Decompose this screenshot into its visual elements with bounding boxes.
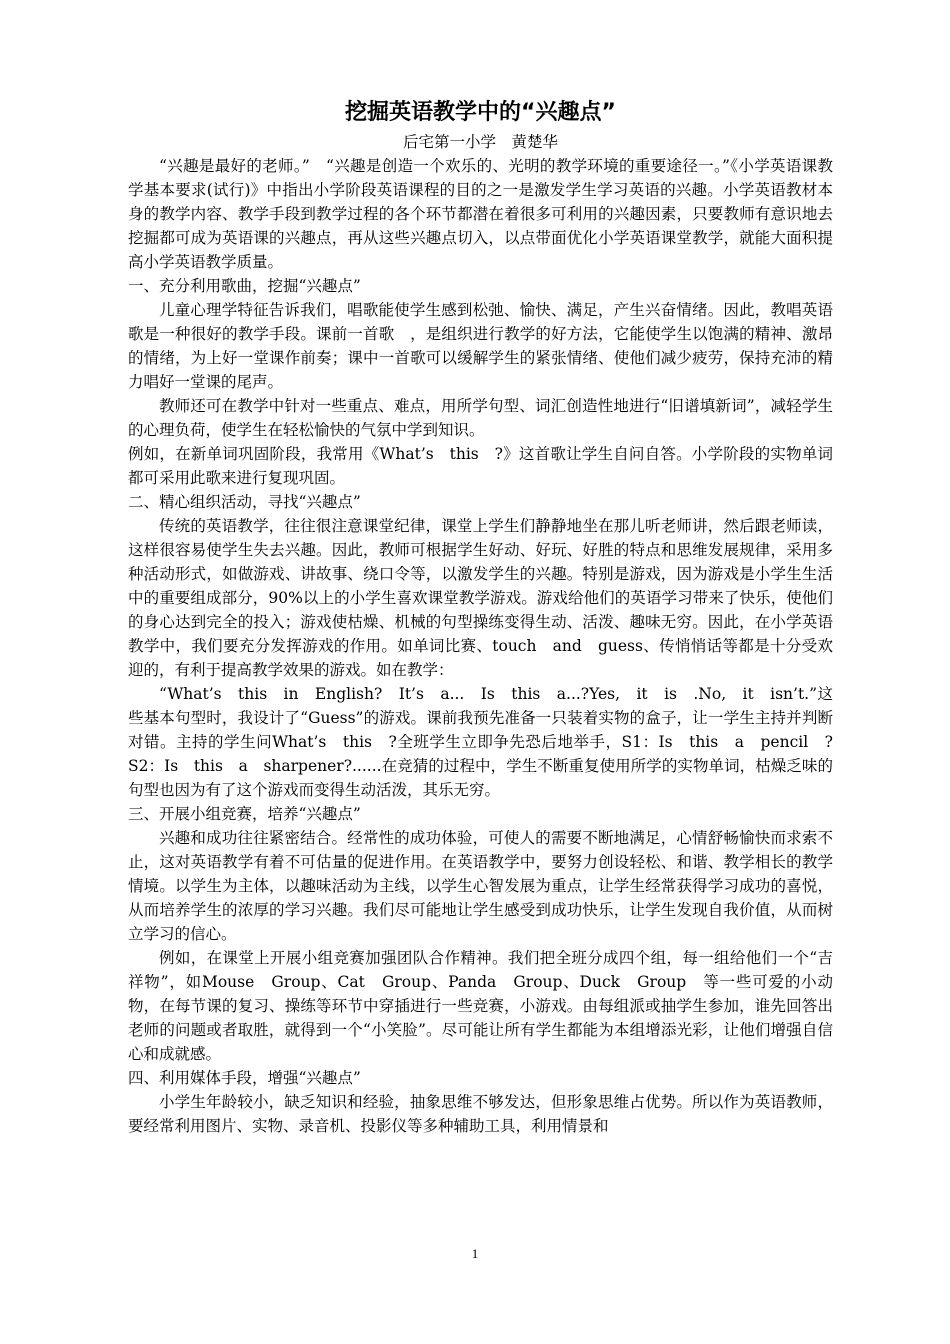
body-paragraph: 例如，在课堂上开展小组竞赛加强团队合作精神。我们把全班分成四个组，每一组给他们一个“吉祥物”，如Mouse Group、Cat Group、Panda Group、Duck Group 等一些可爱的小动物，在每节课的复习、操练等环节中穿插进行一些竞赛，小游戏。由每组派或抽学生参加，谁先回答出老师的问题或者取胜，就得到一个“小笑脸”。尽可能让所有学生都能为本组增添光彩，让他们增强自信心和成就感。 bbox=[128, 949, 833, 1063]
body-paragraph: 例如，在新单词巩固阶段，我常用《What’s this ?》这首歌让学生自问自答。小学阶段的实物单词都可采用此歌来进行复现巩固。 bbox=[128, 445, 833, 487]
body-paragraph: “What’s this in English? It’s a... Is this a...?Yes, it is .No, it isn’t.”这些基本句型时，我设计了“Guess”的游戏。课前我预先准备一只装着实物的盒子，让一学生主持并判断对错。主持的学生问What’s this ?全班学生立即争先恐后地举手，S1：Is this a pencil ? S2：Is this a sharpener?......在竞猜的过程中，学生不断重复使用所学的实物单词，枯燥乏味的句型也因为有了这个游戏而变得生动活泼，其乐无穷。 bbox=[128, 685, 833, 799]
body-paragraph: 儿童心理学特征告诉我们，唱歌能使学生感到松弛、愉快、满足，产生兴奋情绪。因此，教唱英语歌是一种很好的教学手段。课前一首歌 ，是组织进行教学的好方法，它能使学生以饱满的精神、激昂的情绪，为上好一堂课作前奏；课中一首歌可以缓解学生的紧张情绪、使他们减少疲劳，保持充沛的精力唱好一堂课的尾声。 bbox=[128, 301, 833, 391]
body-paragraph: 传统的英语教学，往往很注意课堂纪律，课堂上学生们静静地坐在那儿听老师讲，然后跟老师读，这样很容易使学生失去兴趣。因此，教师可根据学生好动、好玩、好胜的特点和思维发展规律，采用多种活动形式，如做游戏、讲故事、绕口令等，以激发学生的兴趣。特别是游戏，因为游戏是小学生生活中的重要组成部分，90%以上的小学生喜欢课堂教学游戏。游戏给他们的英语学习带来了快乐，使他们的身心达到完全的投入；游戏使枯燥、机械的句型操练变得生动、活泼、趣味无穷。因此，在小学英语教学中，我们要充分发挥游戏的作用。如单词比赛、touch and guess、传悄悄话等都是十分受欢迎的，有利于提高教学效果的游戏。如在教学： bbox=[128, 517, 833, 679]
body-paragraph: “兴趣是最好的老师。” “兴趣是创造一个欢乐的、光明的教学环境的重要途径一。”《小学英语课教学基本要求(试行)》中指出小学阶段英语课程的目的之一是激发学生学习英语的兴趣。小学英语教材本身的教学内容、教学手段到教学过程的各个环节都潜在着很多可利用的兴趣因素，只要教师有意识地去挖掘都可成为英语课的兴趣点，再从这些兴趣点切入，以点带面优化小学英语课堂教学，就能大面积提高小学英语教学质量。 bbox=[128, 157, 833, 271]
body-paragraph: 小学生年龄较小，缺乏知识和经验，抽象思维不够发达，但形象思维占优势。所以作为英语教师，要经常利用图片、实物、录音机、投影仪等多种辅助工具，利用情景和 bbox=[128, 1093, 833, 1135]
document-page bbox=[128, 98, 833, 1138]
section-heading: 四、利用媒体手段，增强“兴趣点” bbox=[128, 1069, 361, 1087]
document-title: 挖掘英语教学中的“兴趣点” bbox=[345, 100, 616, 125]
body-paragraph: 教师还可在教学中针对一些重点、难点，用所学句型、词汇创造性地进行“旧谱填新词”，减轻学生的心理负荷，使学生在轻松愉快的气氛中学到知识。 bbox=[128, 397, 833, 439]
section-heading: 二、精心组织活动，寻找“兴趣点” bbox=[128, 493, 361, 511]
body-paragraph: 兴趣和成功往往紧密结合。经常性的成功体验，可使人的需要不断地满足，心情舒畅愉快而求索不止，这对英语教学有着不可估量的促进作用。在英语教学中，要努力创设轻松、和谐、教学相长的教学情境。以学生为主体，以趣味活动为主线，以学生心智发展为重点，让学生经常获得学习成功的喜悦，从而培养学生的浓厚的学习兴趣。我们尽可能地让学生感受到成功快乐，让学生发现自我价值，从而树立学习的信心。 bbox=[128, 829, 833, 943]
document-author: 后宅第一小学 黄楚华 bbox=[402, 133, 558, 151]
page-number: 1 bbox=[471, 1246, 479, 1261]
section-heading: 三、开展小组竞赛，培养“兴趣点” bbox=[128, 805, 361, 823]
section-heading: 一、充分利用歌曲，挖掘“兴趣点” bbox=[128, 277, 361, 295]
